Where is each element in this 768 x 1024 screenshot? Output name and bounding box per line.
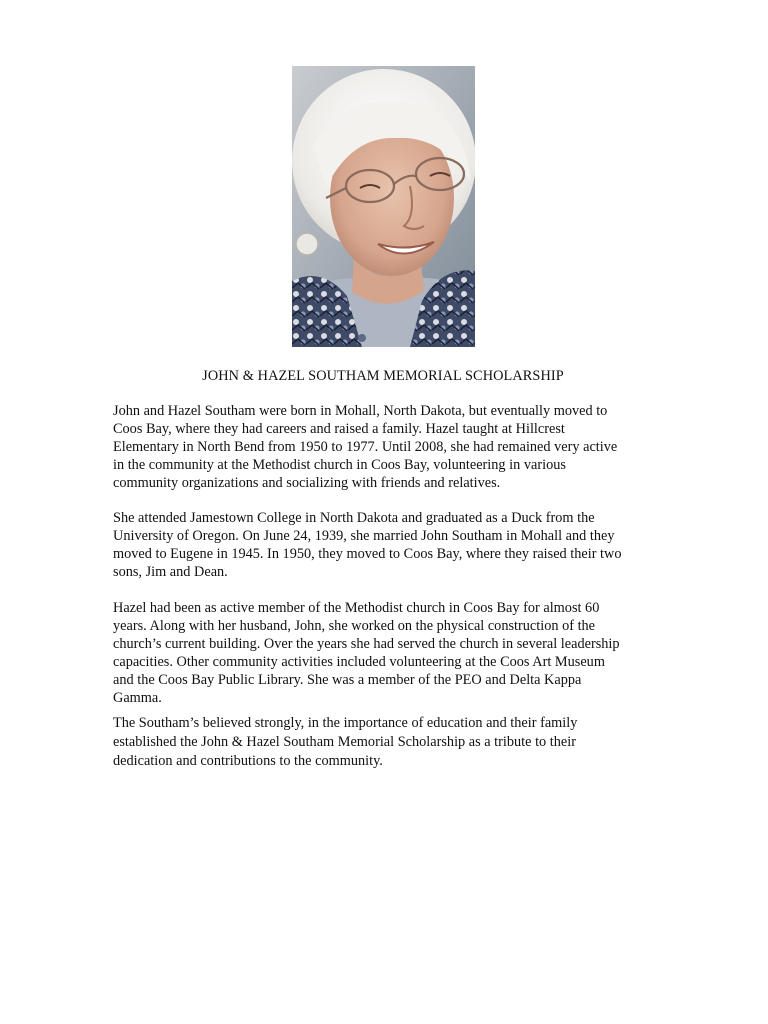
paragraph-line: capacities. Other community activities included volunteering at the Coos Art Museum	[113, 654, 605, 670]
paragraph-line: and the Coos Bay Public Library. She was a member of the PEO and Delta Kappa	[113, 672, 582, 688]
paragraph-line: established the John & Hazel Southam Memorial Scholarship as a tribute to their	[113, 734, 576, 750]
paragraph-line: years. Along with her husband, John, she worked on the physical construction of the	[113, 618, 596, 634]
paragraph-line: University of Oregon. On June 24, 1939, she married John Southam in Mohall and they	[113, 528, 615, 544]
paragraph-line: John and Hazel Southam were born in Mohall, North Dakota, but eventually moved to	[113, 403, 608, 419]
paragraph-line: community organizations and socializing with friends and relatives.	[113, 475, 501, 491]
paragraph-church	[113, 599, 658, 707]
paragraph-biography	[113, 402, 658, 492]
paragraph-line: sons, Jim and Dean.	[113, 564, 228, 580]
paragraph-line: in the community at the Methodist church in Coos Bay, volunteering in various	[113, 457, 566, 473]
paragraph-line: moved to Eugene in 1945. In 1950, they moved to Coos Bay, where they raised their two	[113, 546, 622, 562]
portrait-photo	[292, 66, 475, 347]
paragraph-tribute	[113, 714, 658, 771]
paragraph-education	[113, 509, 658, 581]
paragraph-line: Coos Bay, where they had careers and raised a family. Hazel taught at Hillcrest	[113, 421, 565, 437]
paragraph-line: Elementary in North Bend from 1950 to 1977. Until 2008, she had remained very active	[113, 439, 618, 455]
paragraph-line: Gamma.	[113, 690, 162, 706]
paragraph-line: She attended Jamestown College in North Dakota and graduated as a Duck from the	[113, 510, 595, 526]
paragraph-line: dedication and contributions to the community.	[113, 753, 383, 769]
scholarship-title: JOHN & HAZEL SOUTHAM MEMORIAL SCHOLARSHIP	[202, 368, 564, 384]
paragraph-line: The Southam’s believed strongly, in the importance of education and their family	[113, 715, 578, 731]
paragraph-line: Hazel had been as active member of the Methodist church in Coos Bay for almost 60	[113, 600, 600, 616]
paragraph-line: church’s current building. Over the years she had served the church in several leadership	[113, 636, 620, 652]
